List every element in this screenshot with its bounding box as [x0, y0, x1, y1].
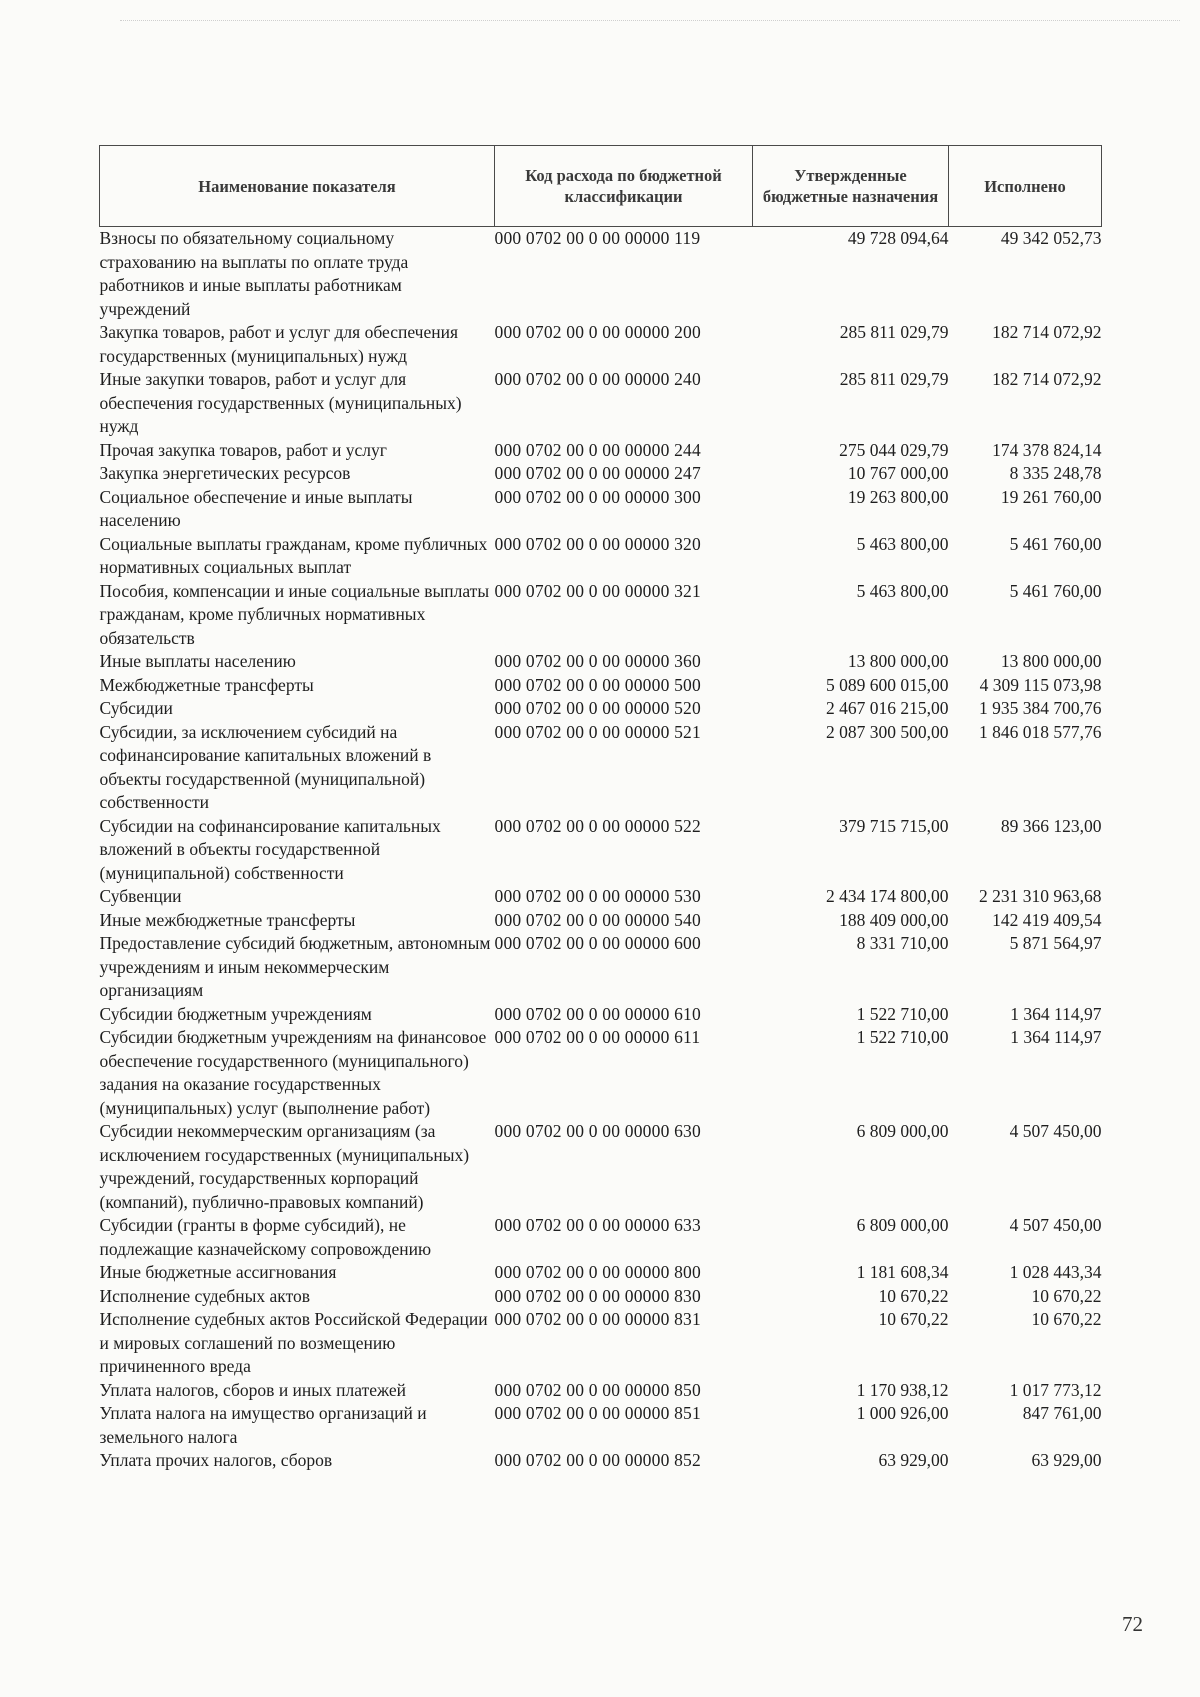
- table-row: [100, 815, 1102, 886]
- table-row: [100, 321, 1102, 368]
- table-row: [100, 1308, 1102, 1379]
- row-code: 000 0702 00 0 00 00000 520: [494, 698, 701, 718]
- row-executed: 49 342 052,73: [1000, 228, 1102, 248]
- row-code: 000 0702 00 0 00 00000 200: [494, 322, 701, 342]
- row-code: 000 0702 00 0 00 00000 521: [494, 721, 701, 742]
- row-name: Субсидии некоммерческим организациям (за исключением государственных (муниципальных) учреждений, государственных корпораций (компаний), публично-правовых компаний): [99, 1121, 470, 1212]
- row-approved: 10 670,22: [878, 1309, 949, 1329]
- row-executed: 4 507 450,00: [1009, 1121, 1102, 1141]
- row-executed: 10 670,22: [1031, 1285, 1102, 1306]
- row-code: 000 0702 00 0 00 00000 611: [494, 1027, 701, 1047]
- row-name: Субвенции: [99, 886, 182, 906]
- table-row: [100, 674, 1102, 698]
- row-name: Иные закупки товаров, работ и услуг для обеспечения государственных (муниципальных) нужд: [99, 369, 462, 436]
- row-approved: 10 767 000,00: [847, 463, 949, 483]
- expenditure-table: [99, 145, 1102, 1473]
- table-row: [100, 1449, 1102, 1473]
- row-approved: 275 044 029,79: [839, 439, 949, 460]
- row-code: 000 0702 00 0 00 00000 300: [494, 486, 701, 507]
- row-approved: 49 728 094,64: [847, 228, 949, 248]
- row-approved: 1 522 710,00: [856, 1027, 949, 1047]
- row-approved: 13 800 000,00: [847, 651, 949, 671]
- row-code: 000 0702 00 0 00 00000 610: [494, 1003, 701, 1024]
- row-approved: 5 463 800,00: [856, 533, 949, 554]
- row-approved: 1 181 608,34: [856, 1262, 949, 1282]
- row-approved: 6 809 000,00: [856, 1121, 949, 1141]
- row-approved: 1 170 938,12: [856, 1379, 949, 1400]
- row-executed: 13 800 000,00: [1000, 651, 1102, 671]
- row-executed: 847 761,00: [1022, 1403, 1102, 1423]
- row-approved: 2 087 300 500,00: [826, 721, 949, 742]
- row-code: 000 0702 00 0 00 00000 850: [494, 1379, 701, 1400]
- table-row: [100, 885, 1102, 909]
- table-row: [100, 439, 1102, 463]
- row-executed: 5 461 760,00: [1009, 533, 1102, 554]
- table-row: [100, 697, 1102, 721]
- table-row: [100, 1261, 1102, 1285]
- row-name: Субсидии на софинансирование капитальных вложений в объекты государственной (муниципальной) собственности: [99, 815, 441, 883]
- header-approved: Утвержденные бюджетные назначения: [753, 146, 949, 227]
- row-executed: 1 028 443,34: [1009, 1262, 1102, 1282]
- row-name: Уплата налога на имущество организаций и земельного налога: [99, 1403, 427, 1447]
- row-executed: 174 378 824,14: [992, 439, 1102, 460]
- row-name: Субсидии, за исключением субсидий на софинансирование капитальных вложений в объекты государственной (муниципальной) собственности: [99, 721, 432, 812]
- table-row: [100, 1402, 1102, 1449]
- row-executed: 10 670,22: [1031, 1309, 1102, 1329]
- row-code: 000 0702 00 0 00 00000 320: [494, 533, 701, 554]
- row-code: 000 0702 00 0 00 00000 244: [494, 439, 701, 460]
- row-executed: 4 507 450,00: [1009, 1215, 1102, 1235]
- row-name: Уплата налогов, сборов и иных платежей: [99, 1379, 406, 1400]
- row-executed: 8 335 248,78: [1009, 463, 1102, 483]
- header-code: Код расхода по бюджетной классификации: [495, 146, 753, 227]
- row-name: Социальные выплаты гражданам, кроме публичных нормативных социальных выплат: [99, 533, 488, 577]
- table-row: [100, 932, 1102, 1003]
- row-executed: 5 871 564,97: [1009, 933, 1102, 953]
- table-row: [100, 462, 1102, 486]
- table-row: [100, 368, 1102, 439]
- row-approved: 8 331 710,00: [856, 933, 949, 953]
- row-name: Субсидии бюджетным учреждениям: [99, 1003, 372, 1024]
- row-name: Прочая закупка товаров, работ и услуг: [99, 439, 387, 460]
- row-code: 000 0702 00 0 00 00000 630: [494, 1121, 701, 1141]
- table-row: [100, 227, 1102, 322]
- row-name: Иные выплаты населению: [99, 651, 296, 671]
- row-approved: 188 409 000,00: [839, 909, 949, 930]
- row-name: Субсидии бюджетным учреждениям на финансовое обеспечение государственного (муниципального) задания на оказание государственных (муниципальных) услуг (выполнение работ): [99, 1027, 487, 1118]
- row-approved: 285 811 029,79: [839, 369, 949, 389]
- row-name: Субсидии (гранты в форме субсидий), не подлежащие казначейскому сопровождению: [99, 1215, 432, 1259]
- row-code: 000 0702 00 0 00 00000 247: [494, 463, 701, 483]
- row-executed: 1 846 018 577,76: [979, 721, 1102, 742]
- row-name: Уплата прочих налогов, сборов: [99, 1450, 333, 1470]
- row-executed: 63 929,00: [1031, 1450, 1102, 1470]
- row-executed: 5 461 760,00: [1009, 580, 1102, 601]
- row-approved: 2 434 174 800,00: [826, 886, 949, 906]
- row-name: Иные межбюджетные трансферты: [99, 909, 356, 930]
- row-approved: 1 522 710,00: [856, 1003, 949, 1024]
- row-name: Закупка энергетических ресурсов: [99, 463, 351, 483]
- row-approved: 6 809 000,00: [856, 1215, 949, 1235]
- row-code: 000 0702 00 0 00 00000 540: [494, 909, 701, 930]
- row-name: Взносы по обязательному социальному страхованию на выплаты по оплате труда работников и иные выплаты работникам учреждений: [99, 228, 409, 319]
- table-header: [100, 146, 1102, 227]
- row-executed: 2 231 310 963,68: [979, 886, 1102, 906]
- row-approved: 5 089 600 015,00: [826, 674, 949, 695]
- row-name: Исполнение судебных актов: [99, 1285, 311, 1306]
- row-executed: 19 261 760,00: [1000, 486, 1102, 507]
- row-code: 000 0702 00 0 00 00000 800: [494, 1262, 701, 1282]
- row-name: Исполнение судебных актов Российской Федерации и мировых соглашений по возмещению причиненного вреда: [99, 1309, 488, 1376]
- row-code: 000 0702 00 0 00 00000 240: [494, 369, 701, 389]
- row-executed: 182 714 072,92: [992, 369, 1102, 389]
- row-executed: 4 309 115 073,98: [979, 674, 1102, 695]
- row-code: 000 0702 00 0 00 00000 633: [494, 1215, 701, 1235]
- page-number: 72: [1122, 1612, 1143, 1636]
- row-executed: 1 935 384 700,76: [979, 698, 1102, 718]
- table-row: [100, 1120, 1102, 1214]
- row-approved: 1 000 926,00: [856, 1403, 949, 1423]
- row-approved: 2 467 016 215,00: [826, 698, 949, 718]
- row-name: Закупка товаров, работ и услуг для обеспечения государственных (муниципальных) нужд: [99, 322, 459, 366]
- table-row: [100, 650, 1102, 674]
- table-row: [100, 1003, 1102, 1027]
- table-row: [100, 909, 1102, 933]
- row-code: 000 0702 00 0 00 00000 852: [494, 1450, 701, 1470]
- row-approved: 10 670,22: [878, 1285, 949, 1306]
- row-code: 000 0702 00 0 00 00000 522: [494, 815, 701, 836]
- table-row: [100, 1214, 1102, 1261]
- table-row: [100, 580, 1102, 651]
- row-code: 000 0702 00 0 00 00000 831: [494, 1309, 701, 1329]
- row-code: 000 0702 00 0 00 00000 500: [494, 674, 701, 695]
- row-name: Предоставление субсидий бюджетным, автономным учреждениям и иным некоммерческим организациям: [99, 933, 491, 1000]
- table-row: [100, 1379, 1102, 1403]
- row-code: 000 0702 00 0 00 00000 830: [494, 1285, 701, 1306]
- row-name: Пособия, компенсации и иные социальные выплаты гражданам, кроме публичных нормативных обязательств: [99, 580, 490, 648]
- header-executed: Исполнено: [949, 146, 1102, 227]
- table-row: [100, 721, 1102, 815]
- table-row: [100, 1026, 1102, 1120]
- row-executed: 89 366 123,00: [1000, 815, 1102, 836]
- row-approved: 19 263 800,00: [847, 486, 949, 507]
- table-row: [100, 533, 1102, 580]
- row-executed: 142 419 409,54: [992, 909, 1102, 930]
- table-row: [100, 486, 1102, 533]
- table-body: [100, 227, 1102, 1473]
- row-executed: 182 714 072,92: [992, 322, 1102, 342]
- row-approved: 63 929,00: [878, 1450, 949, 1470]
- row-approved: 379 715 715,00: [839, 815, 949, 836]
- row-name: Иные бюджетные ассигнования: [99, 1262, 337, 1282]
- row-executed: 1 364 114,97: [1010, 1003, 1102, 1024]
- table-row: [100, 1285, 1102, 1309]
- scan-artifact-line: [120, 20, 1180, 22]
- row-code: 000 0702 00 0 00 00000 530: [494, 886, 701, 906]
- row-approved: 5 463 800,00: [856, 580, 949, 601]
- row-code: 000 0702 00 0 00 00000 321: [494, 580, 701, 601]
- row-name: Субсидии: [99, 698, 173, 718]
- row-code: 000 0702 00 0 00 00000 851: [494, 1403, 701, 1423]
- row-name: Социальное обеспечение и иные выплаты населению: [99, 486, 413, 530]
- row-executed: 1 017 773,12: [1009, 1379, 1102, 1400]
- row-code: 000 0702 00 0 00 00000 119: [494, 228, 701, 248]
- row-code: 000 0702 00 0 00 00000 360: [494, 651, 701, 671]
- row-name: Межбюджетные трансферты: [99, 674, 314, 695]
- row-approved: 285 811 029,79: [839, 322, 949, 342]
- row-executed: 1 364 114,97: [1010, 1027, 1102, 1047]
- header-name: Наименование показателя: [100, 146, 495, 227]
- row-code: 000 0702 00 0 00 00000 600: [494, 933, 701, 953]
